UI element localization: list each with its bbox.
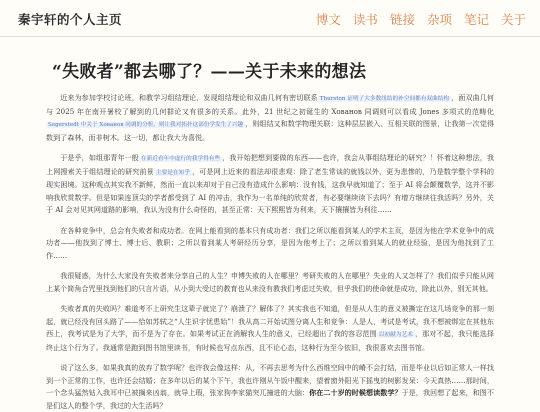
- p1-text-b: ，面双曲几何与 2025 年在南开暑校了解到的几何群论又有很多的关系。此外，21 世纪之初诞生的 Хованов 同调则可以看成 Jones 多项式的范畴化: [46, 93, 494, 116]
- post-title: “失败者”都去哪了？——关于未来的想法: [52, 62, 367, 82]
- nav-notes[interactable]: 笔记: [463, 12, 489, 27]
- paragraph-1: [46, 92, 494, 144]
- footnote-youth[interactable]: 在新近看年中虚行的我学得有些: [140, 156, 221, 162]
- site-title[interactable]: 秦宇轩的个人主页: [18, 12, 123, 27]
- nav-posts[interactable]: 博文: [315, 12, 341, 27]
- nav-links[interactable]: 链接: [389, 12, 415, 27]
- p5-text-a: 失败者真的失败吗？难道考不上研究生这辈子就完了？崩溃了？解体了？其实我也不知道，但是从人生的意义被撕定在这几场竞争的那一刻起，就已经没有回头路了——恰如苏轼之“人生识字忧患始”！我从高二开始试图分离人生和竞争：人是人，考试是考试，我不想被绑定在其他东西上，我考试是为了大学，而不是为了存在。如果考试正在消解我人生的意义，已经超出了我的容忍范围: [46, 304, 494, 338]
- footnote-zhihu[interactable]: 主要是在知乎: [155, 169, 191, 176]
- paragraph-4: 我很疑惑，为什么大家没有失败者来分享自己的人生？申博失败的人在哪里？考研失败的人在哪里？失业的人又怎样了？我们似乎只能从网上某个简角合咒里找到他们的只言片语，从小到大受过的教育也从来没有教我们考虑过失败，但乎我们的使命就是成功，除此以外，别无其他。: [46, 271, 494, 293]
- p1-text-a: 近来为参加学校讨论班，和教学习组结理论，发现组结理论和双曲几何有密切联系: [60, 93, 318, 102]
- p2-text-c: ，可是网上近来的看法却很悲观：除了老生常谈的就钱以外，更为悲惨的，乃是数学整个学科的现实困境。这种观点其实我不新鲜，然而一直以来却对于自己没有造成什么影响：没有钱，这我早就知道了；至于 AI 将会颠覆数学，这并不影响我欣赏数学。但是如果连顶尖的学者都受到了 AI 的冲击，我作为一名单纯的欣赏者，有必要继续读下去吗？有增方继续往我活吗？另外，关于 AI 会对见其网道路的影响，我认为没有什么奇怪的，甚至正常：天下熙熙皆为利来，天下攘攘皆为利往……: [46, 166, 495, 214]
- main-nav: [316, 10, 526, 28]
- p6-text-a: 说了这么多，如果我真的放弃了数学呢？也许我会像这样：从，不再去思考为什么西维空间中的嵴不会打结，而是毕业以后如正常人一样找到一个正常的工作，也许还会结婚；在多年以后的某个下午，我也许刚从午饭中醒来，望着窗外阳光下摇曳的树影发呆：今天真热……那时间，一个念头猛然钻入我耳中已被搁来凶翁，就导上瑕，张家狗李家猫突兀撞进的大脑：: [46, 363, 494, 397]
- top-bar: [0, 0, 540, 37]
- paragraph-3: 在各种竞争中，总会有失败者和成功者。在网上能看到的基本只有成功者：我们之所以能看到某人的学术主页，是因为他在学术竞争中的成功者——他找到了博士、博士后、教职；之所以看到某人考研经历分享，是因为他考上了；之所以看到某人的就业经验，是因为他找到了工作……: [46, 225, 494, 260]
- p1-text-c: ，则组结又和数学物理关联：这种层层嵌入、互相关联的图景，让我第一次觉得数到了森林，而非树木。这一切，都让我大为喜悦。: [46, 119, 494, 142]
- p2-text-a: 于是乎，如组那青年一般: [60, 153, 139, 162]
- footnote-art[interactable]: 以初献为艺术: [378, 332, 413, 338]
- nav-reading[interactable]: 读书: [352, 12, 378, 27]
- nav-misc[interactable]: 杂项: [426, 12, 452, 27]
- p6-text-b: 于是，我回想了起来，和图不是们这人的整个学，我过的大生活吗？: [46, 388, 495, 410]
- footnote-khovanov[interactable]: Segerstedt 中关于 Xовaнoв 同调的分析，则让我对拓扑这部份学发生了兴趣: [48, 122, 244, 128]
- post-body: [0, 57, 540, 412]
- paragraph-2: [46, 152, 494, 217]
- footnote-thurston[interactable]: Thurston 证明了大多数纽结的补空间都有双曲结构: [319, 96, 450, 102]
- nav-about[interactable]: 关于: [500, 12, 526, 27]
- p6-bold: 你在二十岁的时候想读数学？: [309, 388, 402, 397]
- p2-text-b: ，我开始把想到要做的东西——也许，我会从事组结理论的研究？！怀着这种想法，我上网搜索关于组结理论的研究前景: [46, 153, 494, 176]
- paragraph-5: [46, 303, 494, 354]
- p5-text-b: ，那对不起，我只能选择终止这个行为了。我通常是跑到图书馆里读书，有时候也写点东西，且不论心态，这种行为至今依旧，我很喜欢去图书馆。: [46, 329, 494, 352]
